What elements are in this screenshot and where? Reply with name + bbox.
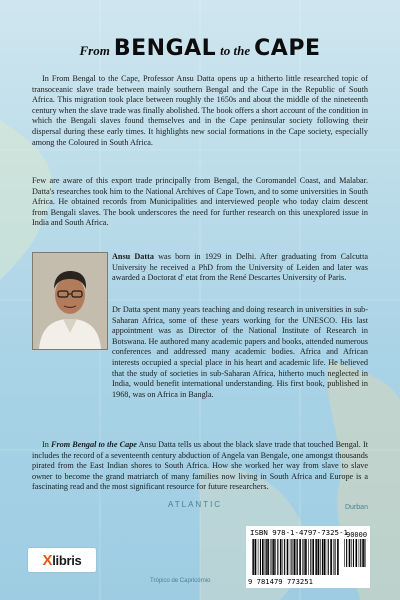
barcode-bar bbox=[287, 539, 289, 575]
barcode-bar bbox=[296, 539, 297, 575]
title-from: From bbox=[79, 43, 110, 58]
barcode-bars bbox=[252, 539, 340, 575]
barcode-bar bbox=[260, 539, 261, 575]
barcode-bar bbox=[360, 539, 361, 567]
closing-book-title: From Bengal to the Cape bbox=[50, 440, 137, 449]
barcode-bar bbox=[320, 539, 321, 575]
barcode-bar bbox=[302, 539, 303, 575]
barcode-bar bbox=[328, 539, 329, 575]
barcode-price-bars bbox=[344, 539, 366, 567]
title-to-the: to the bbox=[220, 43, 251, 58]
book-title bbox=[0, 36, 400, 61]
author-bio-intro-text: was born in 1929 in Delhi. After graduating from Calcutta University he received a PhD from the University of Leiden and later was awarded a Doctorat d' etat from the René Descartes University of Paris. bbox=[112, 252, 368, 283]
barcode-bar bbox=[284, 539, 285, 575]
barcode-bar bbox=[351, 539, 352, 567]
barcode-bar bbox=[253, 539, 254, 575]
barcode-bar bbox=[283, 539, 284, 575]
barcode-bar bbox=[322, 539, 323, 575]
barcode-bar bbox=[330, 539, 332, 575]
map-label-durban: Durban bbox=[345, 504, 368, 511]
closing-pre: In bbox=[42, 440, 51, 449]
barcode-bar bbox=[252, 539, 253, 575]
barcode-bar bbox=[362, 539, 364, 567]
map-label-capricorn: Trópico de Capricórnio bbox=[150, 578, 211, 584]
isbn-text: ISBN 978-1-4797-7325-1 bbox=[250, 528, 348, 537]
barcode-bar bbox=[291, 539, 292, 575]
barcode-bar bbox=[312, 539, 314, 575]
barcode-bar bbox=[305, 539, 307, 575]
barcode-bar bbox=[266, 539, 267, 575]
barcode-bar bbox=[262, 539, 264, 575]
barcode-bar bbox=[299, 539, 301, 575]
barcode-bar bbox=[337, 539, 339, 575]
barcode-bar bbox=[366, 539, 367, 567]
title-bengal: BENGAL bbox=[113, 36, 217, 61]
barcode-bar bbox=[364, 539, 365, 567]
barcode-bar bbox=[265, 539, 266, 575]
barcode-bar bbox=[344, 539, 345, 567]
closing-post: Ansu Datta tells us about the black slave trade that touched Bengal. It includes the record of a seventeenth century abduction of Angela van Bengale, one amongst thousands pirated from the East Indian shores to South Africa. How she worked her way from slave to slave owner to become the grand matriarch of many families now living in South Africa and Europe is a fascinating read and the most significant resource for future researchers. bbox=[32, 440, 368, 492]
publisher-logo-text: libris bbox=[52, 552, 82, 568]
barcode-bar bbox=[275, 539, 276, 575]
blurb-paragraph-1: In From Bengal to the Cape, Professor Ansu Datta opens up a hitherto little researched topic of transoceanic slave trade between mainly southern Bengal and the Cape in the Republic of South Africa. This migration took place between roughly the 1650s and about the middle of the nineteenth century when the slave trade was finally abolished. The book offers a short account of the condition in which the Bengali slaves found themselves and in the Cape peninsular society following their dispersal during these early times. It highlights new social formations in the Cape society, especially among the Coloured in South Africa. bbox=[32, 74, 368, 147]
barcode-bar bbox=[310, 539, 311, 575]
author-bio-career: Dr Datta spent many years teaching and doing research in universities in sub-Saharan Africa, some of these years working for the UNESCO. His last appointment was as Director of the National Institute of Research in Botswana. He authored many academic papers and books, attended numerous conferences and addressed many academic bodies. Africa and African interests occupied a special place in his heart and academic life. He believed that the study of societies in sub-Saharan Africa, hitherto much neglected in India, would benefit international understanding. His first book, published in 1968, was on Africa in Bangla. bbox=[112, 305, 368, 399]
title-cape: CAPE bbox=[254, 36, 321, 61]
barcode-bar bbox=[304, 539, 305, 575]
barcode-bar bbox=[359, 539, 360, 567]
barcode-bar bbox=[315, 539, 316, 575]
publisher-logo-x: X bbox=[42, 551, 53, 569]
author-bio-intro bbox=[112, 252, 368, 284]
barcode-bar bbox=[290, 539, 291, 575]
barcode-bar bbox=[270, 539, 271, 575]
barcode-bar bbox=[294, 539, 296, 575]
barcode-bar bbox=[316, 539, 317, 575]
isbn-barcode bbox=[246, 526, 370, 588]
barcode-ean-digits: 9 781479 773251 bbox=[248, 577, 313, 586]
map-label-atlantic: ATLANTIC bbox=[168, 500, 223, 509]
barcode-bar bbox=[258, 539, 259, 575]
author-name: Ansu Datta bbox=[112, 252, 154, 261]
blurb-paragraph-closing bbox=[32, 440, 368, 493]
barcode-price-code: 90000 bbox=[346, 531, 368, 539]
barcode-bar bbox=[326, 539, 327, 575]
barcode-bar bbox=[267, 539, 269, 575]
barcode-bar bbox=[272, 539, 273, 575]
author-photo bbox=[32, 252, 108, 350]
barcode-bar bbox=[356, 539, 358, 567]
barcode-bar bbox=[349, 539, 351, 567]
barcode-bar bbox=[318, 539, 320, 575]
barcode-bar bbox=[255, 539, 257, 575]
barcode-bar bbox=[277, 539, 278, 575]
barcode-bar bbox=[335, 539, 336, 575]
author-portrait-drawing bbox=[33, 253, 107, 349]
barcode-bar bbox=[346, 539, 347, 567]
barcode-bar bbox=[297, 539, 298, 575]
barcode-bar bbox=[333, 539, 334, 575]
blurb-paragraph-2: Few are aware of this export trade principally from Bengal, the Coromandel Coast, and Malabar. Datta's researches took him to the National Archives of Cape Town, and to some universities in South Africa. He obtained records from Municipalities and interviewed people who today claim descent from Bengali slaves. The book underscores the need for further research on this unexplored issue in India and South Africa. bbox=[32, 176, 368, 228]
barcode-bar bbox=[353, 539, 354, 567]
barcode-bar bbox=[280, 539, 282, 575]
barcode-bar bbox=[324, 539, 326, 575]
publisher-logo bbox=[28, 548, 96, 572]
barcode-bar bbox=[273, 539, 275, 575]
barcode-bar bbox=[308, 539, 309, 575]
